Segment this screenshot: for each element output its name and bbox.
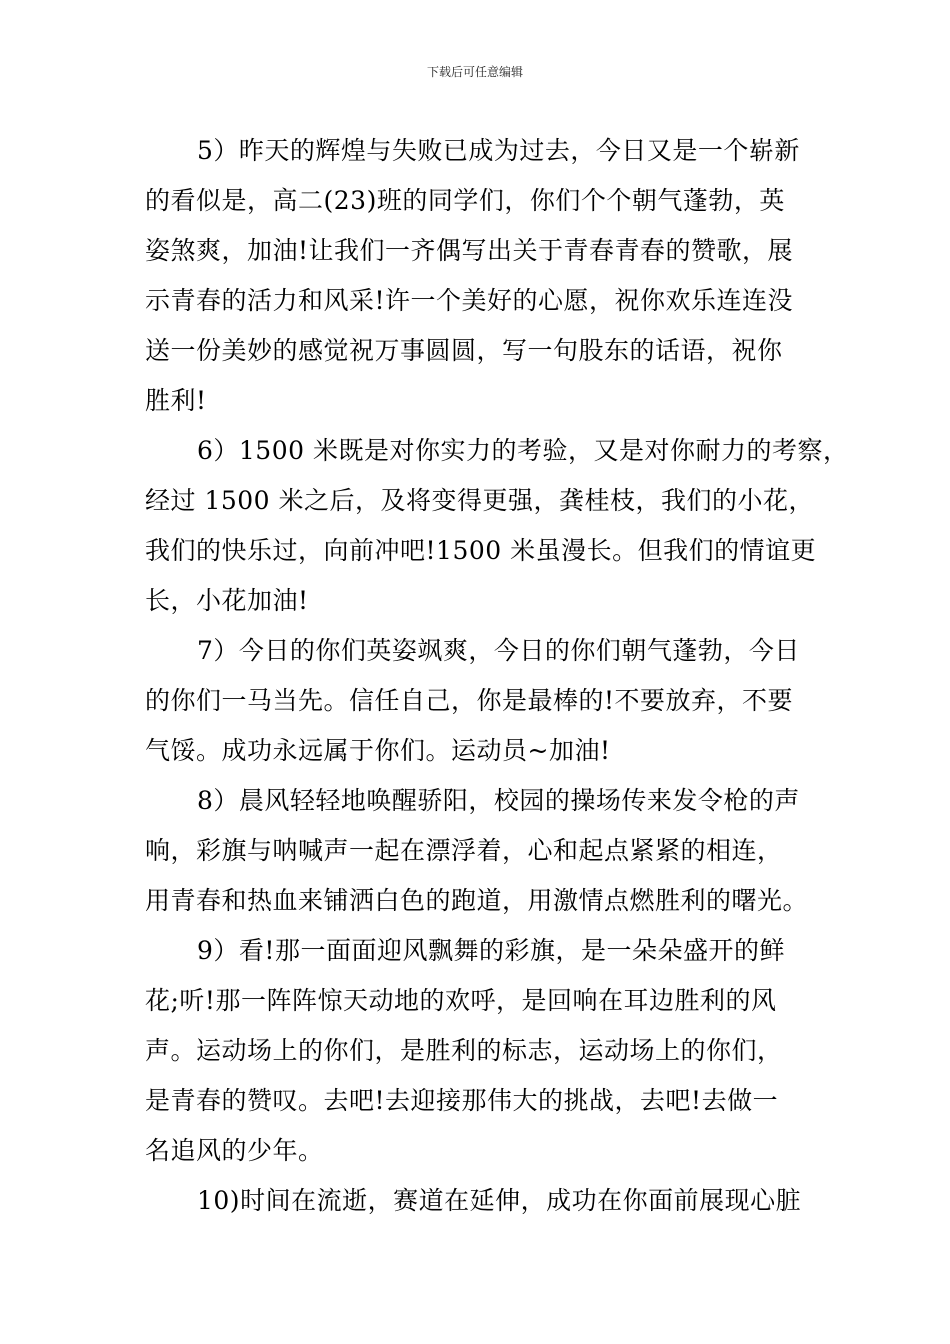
- text-line: 长，小花加油!: [145, 586, 309, 615]
- text-line: 响，彩旗与呐喊声一起在漂浮着，心和起点紧紧的相连，: [145, 836, 783, 865]
- text-line: 花;听!那一阵阵惊天动地的欢呼，是回响在耳边胜利的风: [145, 986, 777, 1015]
- text-line: 6）1500 米既是对你实力的考验，又是对你耐力的考察，: [197, 436, 849, 465]
- text-line: 姿煞爽，加油!让我们一齐偶写出关于青春青春的赞歌，展: [145, 236, 794, 265]
- text-line: 名追风的少年。: [145, 1136, 324, 1165]
- text-line: 8）晨风轻轻地唤醒骄阳，校园的操场传来发令枪的声: [197, 786, 800, 815]
- document-body: [145, 126, 849, 1226]
- text-line: 是青春的赞叹。去吧!去迎接那伟大的挑战，去吧!去做一: [145, 1086, 779, 1115]
- text-line: 的你们一马当先。信任自己，你是最棒的!不要放弃，不要: [145, 686, 794, 715]
- paragraph-10: [145, 1176, 820, 1226]
- text-line: 的看似是，高二(23)班的同学们，你们个个朝气蓬勃，英: [145, 186, 785, 215]
- text-line: 声。运动场上的你们，是胜利的标志，运动场上的你们，: [145, 1036, 783, 1065]
- text-line: 示青春的活力和风采!许一个美好的心愿，祝你欢乐连连没: [145, 286, 794, 315]
- text-line: 9）看!那一面面迎风飘舞的彩旗，是一朵朵盛开的鲜: [197, 936, 785, 965]
- text-line: 胜利!: [145, 386, 207, 415]
- text-line: 我们的快乐过，向前冲吧!1500 米虽漫长。但我们的情谊更: [145, 536, 817, 565]
- page-header: 下载后可任意编辑: [426, 65, 523, 79]
- text-line: 经过 1500 米之后，及将变得更强，龚桂枝，我们的小花，: [145, 486, 815, 515]
- text-line: 10)时间在流逝，赛道在延伸，成功在你面前展现心脏: [197, 1186, 802, 1215]
- text-line: 用青春和热血来铺洒白色的跑道，用激情点燃胜利的曙光。: [145, 886, 809, 915]
- text-line: 送一份美妙的感觉祝万事圆圆，写一句股东的话语，祝你: [145, 336, 783, 365]
- paragraph-8: [145, 776, 820, 926]
- paragraph-9: [145, 926, 820, 1176]
- paragraph-6: [145, 426, 849, 626]
- text-line: 5）昨天的辉煌与失败已成为过去，今日又是一个崭新: [197, 136, 800, 165]
- paragraph-5: [145, 126, 820, 426]
- text-line: 气馁。成功永远属于你们。运动员~加油!: [145, 736, 611, 765]
- text-line: 7）今日的你们英姿飒爽，今日的你们朝气蓬勃，今日: [197, 636, 800, 665]
- paragraph-7: [145, 626, 820, 776]
